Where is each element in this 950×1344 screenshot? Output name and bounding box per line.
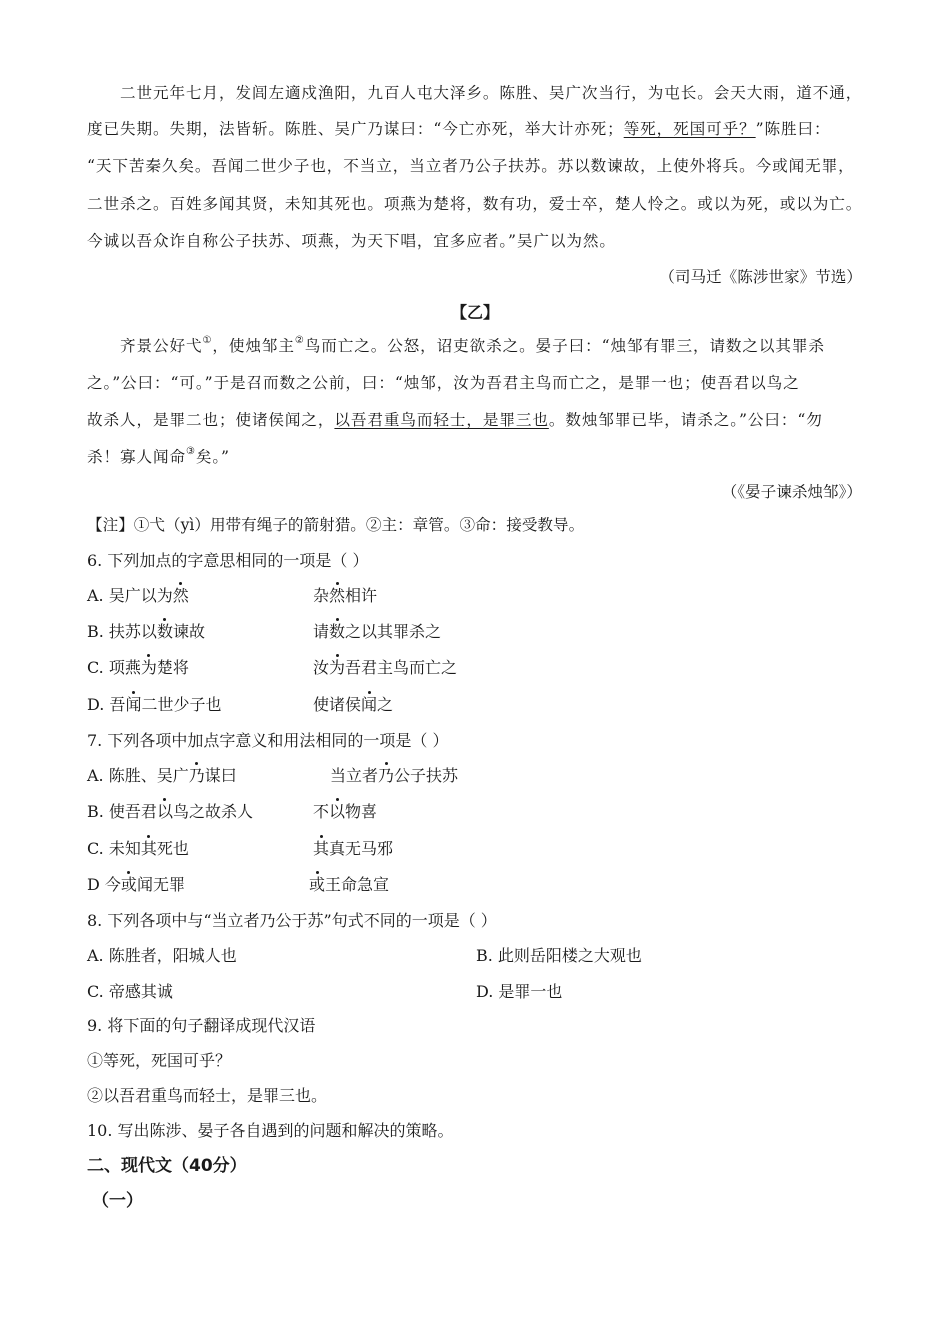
dotted-char: 或 [120,875,137,894]
question-10-stem: 10. 写出陈涉、晏子各自遇到的问题和解决的策略。 [87,1121,454,1140]
dotted-char: 闻 [361,695,378,714]
footnote-mark-1: ① [202,334,213,346]
dotted-char: 或 [309,875,326,894]
question-6-stem: 6. 下列加点的字意思相同的一项是（ ） [87,551,369,570]
q7-option-a-right: 当立者乃公子扶苏 [330,766,459,785]
q8-option-a: A. 陈胜者，阳城人也 [87,946,237,965]
passage-yi-line-1 [120,335,863,357]
passage-jia-line-1: 二世元年七月，发闾左適戍渔阳，九百人屯大泽乡。陈胜、吴广次当行，为屯长。会天大雨，道不通， [120,84,863,102]
q6-option-b-left: B. 扶苏以数谏故 [87,622,205,641]
yi-l1b: ，使烛邹主 [212,337,295,355]
passage-yi-heading: 【乙】 [450,303,499,322]
passage-jia-source: （司马迁《陈涉世家》节选） [659,268,862,286]
q7-option-a-left: A. 陈胜、吴广乃谋曰 [87,766,237,785]
q6-option-a-right: 杂然相许 [313,586,378,605]
q6-option-d-right: 使诸侯闻之 [313,695,394,714]
passage-jia-line-3: “天下苦秦久矣。吾闻二世少子也，不当立，当立者乃公子扶苏。苏以数谏故，上使外将兵。今或闻无罪， [87,157,855,175]
question-7-stem: 7. 下列各项中加点字意义和用法相同的一项是（ ） [87,731,449,750]
underlined-sentence-2: 以吾君重鸟而轻士，是罪三也 [334,411,549,429]
q6-option-b-right: 请数之以其罪杀之 [313,622,442,641]
dotted-char: 然 [329,586,346,605]
dotted-char: 然 [172,586,189,605]
dotted-char: 乃 [188,766,205,785]
dotted-char: 以 [329,802,346,821]
q6-option-c-right: 汝为吾君主鸟而亡之 [313,658,458,677]
passage-yi-line-4 [87,446,863,468]
question-8-stem: 8. 下列各项中与“当立者乃公于苏”句式不同的一项是（ ） [87,911,497,930]
section-2-heading: 二、现代文（40分） [87,1156,247,1176]
dotted-char: 其 [313,839,330,858]
passage-yi-source: （《晏子谏杀烛邹》） [721,483,862,501]
q8-option-c: C. 帝感其诚 [87,982,173,1001]
passage-jia-line-5: 今诚以吾众诈自称公子扶苏、项燕，为天下唱，宜多应者。”吴广以为然。 [87,232,616,250]
q7-option-b-right: 不以物喜 [313,802,378,821]
footnote-mark-3: ③ [185,445,196,457]
passage-jia-line-2 [87,118,863,140]
passage-jia-line-4: 二世杀之。百姓多闻其贤，未知其死也。项燕为楚将，数有功，爱士卒，楚人怜之。或以为死，或以为亡。 [87,195,863,213]
q7-option-d-right: 或王命急宣 [309,875,390,894]
q6-option-d-left: D. 吾闻二世少子也 [87,695,222,714]
dotted-char: 数 [156,622,173,641]
q6-option-c-left: C. 项燕为楚将 [87,658,189,677]
yi-l3b: 。数烛邹罪已毕，请杀之。”公曰：“勿 [548,411,823,429]
q7-option-c-left: C. 未知其死也 [87,839,189,858]
subsection-1-heading: （一） [92,1191,143,1211]
question-9-stem: 9. 将下面的句子翻译成现代汉语 [87,1016,316,1035]
annotation-note: 【注】①弋（yì）用带有绳子的箭射猎。②主：章管。③命：接受教导。 [87,516,585,534]
q9-sentence-1: ①等死，死国可乎？ [87,1051,232,1070]
footnote-mark-2: ② [294,334,305,346]
dotted-char: 其 [140,839,157,858]
dotted-char: 为 [329,658,346,677]
q7-option-c-right: 其真无马邪 [313,839,394,858]
q7-option-d-left: D 今或闻无罪 [87,875,185,894]
dotted-char: 以 [156,802,173,821]
q9-sentence-2: ②以吾君重鸟而轻士，是罪三也。 [87,1086,328,1105]
passage-jia-line-2-tail: ”陈胜曰： [755,120,831,138]
dotted-char: 乃 [378,766,395,785]
passage-jia-line-2-text: 度已失期。失期，法皆斩。陈胜、吴广乃谋曰：“今亡亦死，举大计亦死； [87,120,624,138]
yi-l4a: 杀！寡人闻命 [87,448,186,466]
q7-option-b-left: B. 使吾君以鸟之故杀人 [87,802,253,821]
yi-l1a: 齐景公好弋 [120,337,203,355]
yi-l3a: 故杀人，是罪二也；使诸侯闻之， [87,411,335,429]
dotted-char: 闻 [125,695,142,714]
underlined-sentence: 等死，死国可乎？ [623,120,756,138]
dotted-char: 数 [329,622,346,641]
q8-option-b: B. 此则岳阳楼之大观也 [476,946,642,965]
dotted-char: 为 [140,658,157,677]
q6-option-a-left: A. 吴广以为然 [87,586,189,605]
passage-yi-line-3 [87,409,863,431]
q8-option-d: D. 是罪一也 [476,982,563,1001]
yi-l4b: 矣。” [195,448,230,466]
yi-l1c: 鸟而亡之。公怒，诏吏欲杀之。晏子曰：“烛邹有罪三，请数之以其罪杀 [304,337,825,355]
passage-yi-line-2: 之。”公曰：“可。”于是召而数之公前，曰：“烛邹，汝为吾君主鸟而亡之，是罪一也；使吾君以鸟之 [87,374,800,392]
